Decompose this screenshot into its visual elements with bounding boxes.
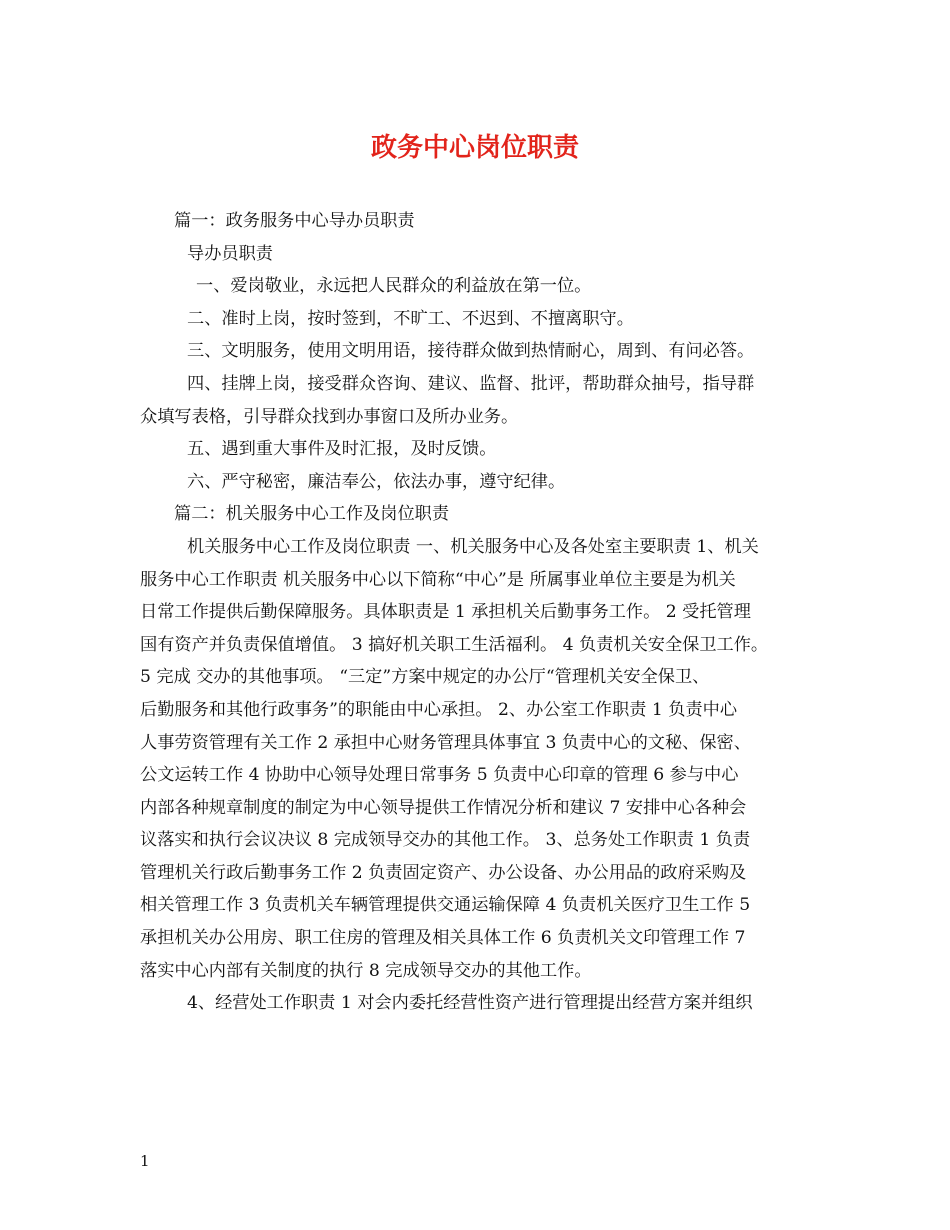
- paragraph-line: 服务中心工作职责 机关服务中心以下简称“中心”是 所属事业单位主要是为机关: [140, 569, 736, 590]
- page-number: 1: [140, 1152, 150, 1170]
- section-heading-1: 篇一：政务服务中心导办员职责: [174, 211, 415, 231]
- paragraph-line: 落实中心内部有关制度的执行 8 完成领导交办的其他工作。: [140, 960, 592, 981]
- paragraph-line: 国有资产并负责保值增值。 3 搞好机关职工生活福利。 4 负责机关安全保卫工作。: [140, 634, 769, 655]
- paragraph-line: 众填写表格，引导群众找到办事窗口及所办业务。: [140, 406, 519, 427]
- paragraph-line: 5 完成 交办的其他事项。 “三定”方案中规定的办公厅“管理机关安全保卫、: [140, 667, 710, 688]
- subheading: 导办员职责: [187, 243, 273, 264]
- paragraph-line: 五、遇到重大事件及时汇报，及时反馈。: [187, 439, 497, 460]
- paragraph-line: 内部各种规章制度的制定为中心领导提供工作情况分析和建议 7 安排中心各种会: [140, 797, 747, 818]
- paragraph-line: 二、准时上岗，按时签到，不旷工、不迟到、不擅离职守。: [187, 308, 634, 329]
- paragraph-line: 公文运转工作 4 协助中心领导处理日常事务 5 负责中心印章的管理 6 参与中心: [140, 765, 739, 786]
- paragraph-line: 管理机关行政后勤事务工作 2 负责固定资产、办公设备、办公用品的政府采购及: [140, 862, 747, 883]
- paragraph-line: 四、挂牌上岗，接受群众咨询、建议、监督、批评，帮助群众抽号，指导群: [187, 373, 755, 394]
- paragraph-line: 议落实和执行会议决议 8 完成领导交办的其他工作。 3、总务处工作职责 1 负责: [140, 830, 751, 851]
- paragraph-line: 后勤服务和其他行政事务”的职能由中心承担。 2、办公室工作职责 1 负责中心: [140, 699, 738, 720]
- paragraph-line: 承担机关办公用房、职工住房的管理及相关具体工作 6 负责机关文印管理工作 7: [140, 928, 746, 949]
- document-body: [140, 205, 820, 1020]
- paragraph-line: 六、严守秘密，廉洁奉公，依法办事，遵守纪律。: [187, 471, 566, 492]
- paragraph-line: 一、爱岗敬业，永远把人民群众的利益放在第一位。: [196, 276, 592, 297]
- paragraph-line: 相关管理工作 3 负责机关车辆管理提供交通运输保障 4 负责机关医疗卫生工作 5: [140, 895, 751, 916]
- paragraph-line: 日常工作提供后勤保障服务。具体职责是 1 承担机关后勤事务工作。 2 受托管理: [140, 602, 751, 623]
- paragraph-line: 人事劳资管理有关工作 2 承担中心财务管理具体事宜 3 负责中心的文秘、保密、: [140, 732, 751, 753]
- section-heading-2: 篇二：机关服务中心工作及岗位职责: [174, 504, 450, 525]
- document-title: 政务中心岗位职责: [370, 133, 579, 163]
- paragraph-line: 4、经营处工作职责 1 对会内委托经营性资产进行管理提出经营方案并组织: [187, 993, 753, 1014]
- paragraph-line: 机关服务中心工作及岗位职责 一、机关服务中心及各处室主要职责 1、机关: [187, 536, 759, 557]
- paragraph-line: 三、文明服务，使用文明用语，接待群众做到热情耐心，周到、有问必答。: [187, 341, 755, 362]
